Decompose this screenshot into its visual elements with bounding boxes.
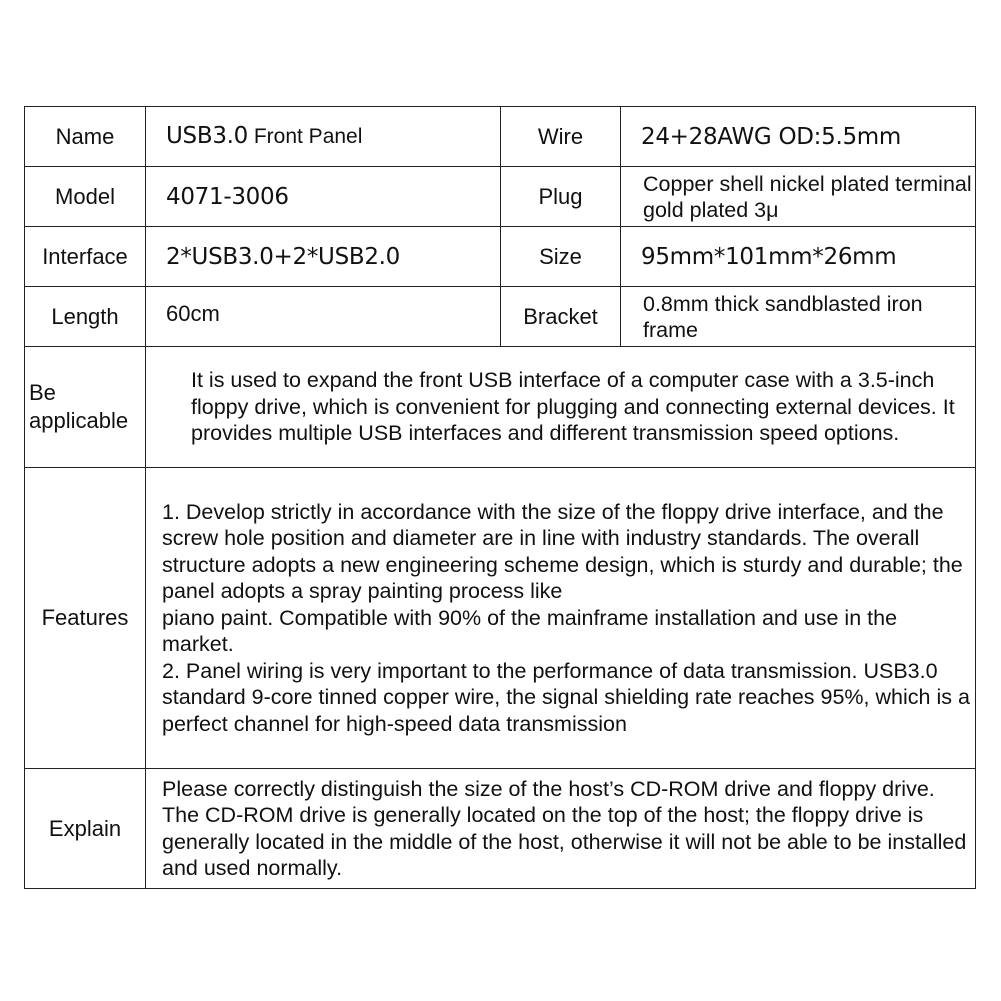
value-wire: 24+28AWG OD:5.5mm	[621, 107, 976, 167]
label-wire: Wire	[501, 107, 621, 167]
value-length: 60cm	[146, 287, 501, 347]
explain-text: Please correctly distinguish the size of the host’s CD-ROM drive and floppy drive. The CD-ROM drive is generally located on the top of the host; the floppy drive is generally located in the middle of the host, otherwise it will not be able to be installed and used normally.	[146, 769, 976, 889]
value-interface: 2*USB3.0+2*USB2.0	[146, 227, 501, 287]
label-bracket: Bracket	[501, 287, 621, 347]
spec-row-features	[25, 468, 976, 769]
value-name-desc: Front Panel	[248, 125, 363, 148]
label-explain: Explain	[25, 769, 146, 889]
value-size: 95mm*101mm*26mm	[621, 227, 976, 287]
label-name: Name	[25, 107, 146, 167]
label-size: Size	[501, 227, 621, 287]
applicable-text: It is used to expand the front USB interface of a computer case with a 3.5-inch floppy drive, which is convenient for plugging and connecting external devices. It provides multiple USB interfaces and different transmission speed options.	[146, 347, 976, 468]
product-spec-table	[24, 106, 976, 889]
spec-row-interface	[25, 227, 976, 287]
label-features: Features	[25, 468, 146, 769]
value-name	[146, 107, 501, 167]
value-name-model: USB3.0	[166, 123, 248, 149]
features-text: 1. Develop strictly in accordance with the size of the floppy drive interface, and the screw hole position and diameter are in line with industry standards. The overall structure adopts a new engineering scheme design, which is sturdy and durable; the panel adopts a spray painting process like piano paint. Compatible with 90% of the mainframe installation and use in the market. 2. Panel wiring is very important to the performance of data transmission. USB3.0 standard 9-core tinned copper wire, the signal shielding rate reaches 95%, which is a perfect channel for high-speed data transmission	[146, 468, 976, 769]
label-interface: Interface	[25, 227, 146, 287]
value-model: 4071-3006	[146, 167, 501, 227]
spec-row-applicable	[25, 347, 976, 468]
value-bracket: 0.8mm thick sandblasted iron frame	[621, 287, 976, 347]
label-plug: Plug	[501, 167, 621, 227]
label-length: Length	[25, 287, 146, 347]
label-model: Model	[25, 167, 146, 227]
spec-row-name	[25, 107, 976, 167]
spec-row-explain	[25, 769, 976, 889]
spec-row-length	[25, 287, 976, 347]
value-plug: Copper shell nickel plated terminal gold plated 3μ	[621, 167, 976, 227]
spec-row-model	[25, 167, 976, 227]
label-applicable: Be applicable	[25, 347, 146, 468]
